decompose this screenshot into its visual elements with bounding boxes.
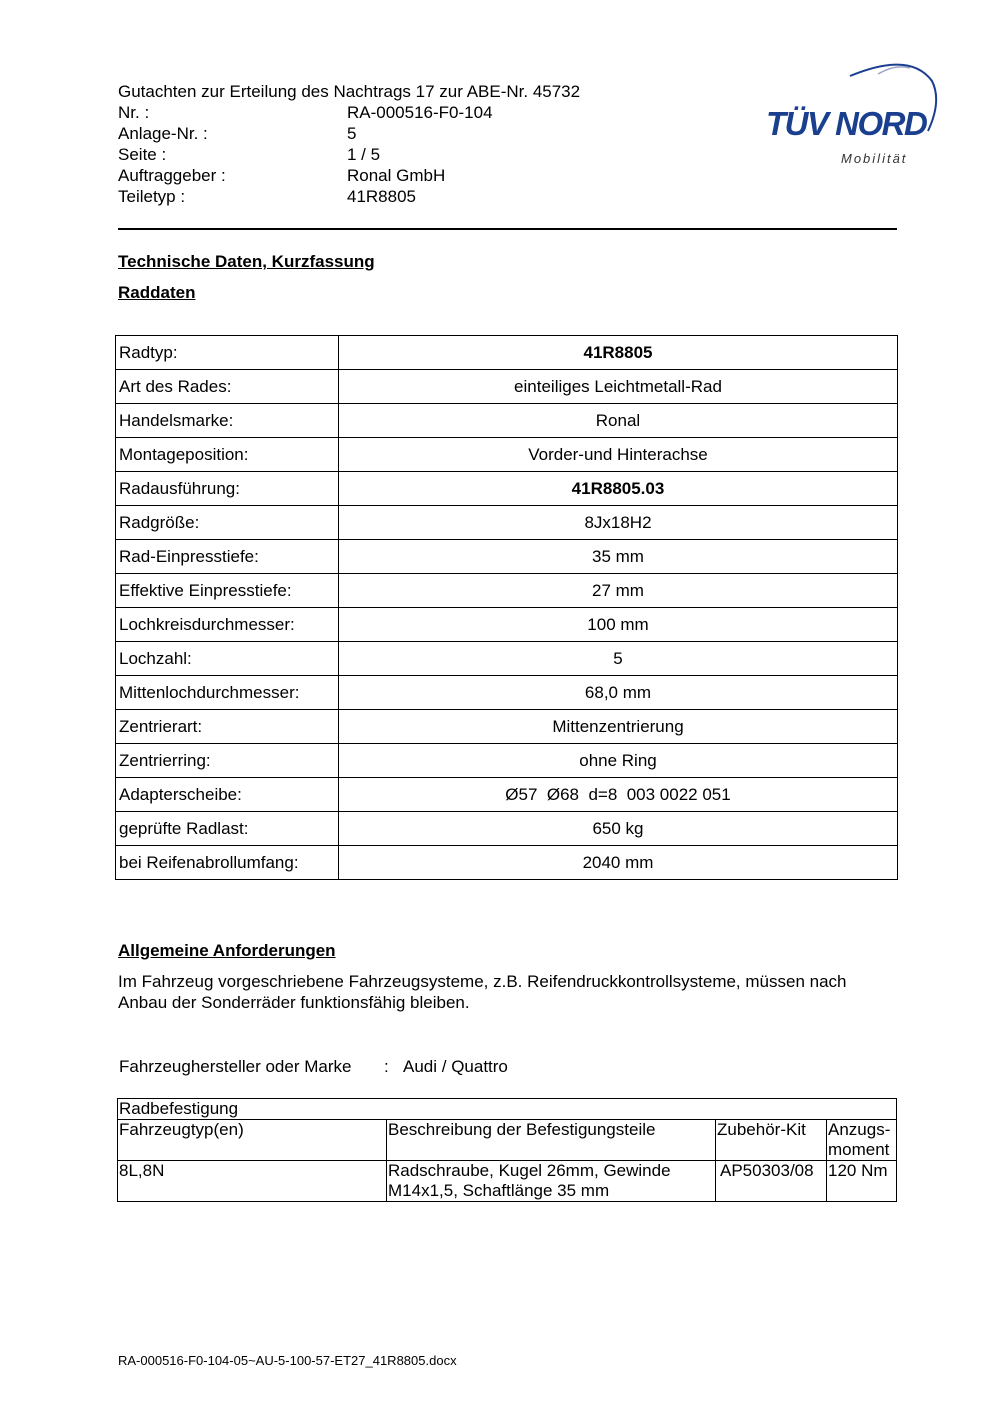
meta-row-seite <box>118 144 493 165</box>
meta-row-teiletyp <box>118 186 493 207</box>
row-label: Rad-Einpresstiefe: <box>116 540 339 574</box>
row-label: Adapterscheibe: <box>116 778 339 812</box>
row-value: ohne Ring <box>339 744 898 778</box>
vehicle-maker-line <box>119 1057 508 1077</box>
meta-value: 5 <box>347 124 357 143</box>
row-value: 8Jx18H2 <box>339 506 898 540</box>
row-label: Mittenlochdurchmesser: <box>116 676 339 710</box>
header-cell: Fahrzeugtyp(en) <box>118 1120 387 1161</box>
table-row <box>116 404 898 438</box>
maker-value: Audi / Quattro <box>403 1057 508 1076</box>
meta-label: Seite : <box>118 145 167 164</box>
row-value: 68,0 mm <box>339 676 898 710</box>
meta-label: Auftraggeber : <box>118 166 226 185</box>
table-row <box>116 642 898 676</box>
row-label: bei Reifenabrollumfang: <box>116 846 339 880</box>
table-row <box>116 778 898 812</box>
fixing-table-title: Radbefestigung <box>118 1099 897 1120</box>
row-label: Handelsmarke: <box>116 404 339 438</box>
table-row <box>116 370 898 404</box>
row-label: Radgröße: <box>116 506 339 540</box>
table-row <box>116 710 898 744</box>
header-cell: Zubehör-Kit <box>716 1120 827 1161</box>
table-row <box>116 506 898 540</box>
table-row <box>116 472 898 506</box>
row-label: Effektive Einpresstiefe: <box>116 574 339 608</box>
table-row <box>118 1161 897 1202</box>
row-value: 27 mm <box>339 574 898 608</box>
maker-separator: : <box>384 1057 389 1076</box>
meta-value: Ronal GmbH <box>347 166 446 185</box>
section-heading-wheel: Raddaten <box>118 283 196 302</box>
row-value: 100 mm <box>339 608 898 642</box>
row-value: 2040 mm <box>339 846 898 880</box>
meta-block <box>118 102 493 207</box>
section-heading-tech: Technische Daten, Kurzfassung <box>118 252 375 271</box>
row-value: Ø57 Ø68 d=8 003 0022 051 <box>339 778 898 812</box>
table-row <box>116 540 898 574</box>
row-value: 650 kg <box>339 812 898 846</box>
section-heading-general: Allgemeine Anforderungen <box>118 941 336 960</box>
row-label: Radausführung: <box>116 472 339 506</box>
meta-label: Teiletyp : <box>118 187 186 206</box>
meta-row-anlage <box>118 123 493 144</box>
row-label: Lochzahl: <box>116 642 339 676</box>
meta-label: Anlage-Nr. : <box>118 124 208 143</box>
meta-value: 1 / 5 <box>347 145 381 164</box>
maker-label: Fahrzeughersteller oder Marke <box>119 1057 352 1076</box>
row-label: Art des Rades: <box>116 370 339 404</box>
row-value: Vorder-und Hinterachse <box>339 438 898 472</box>
wheel-data-table <box>115 335 898 880</box>
tuv-nord-logo <box>760 56 945 176</box>
table-row <box>116 574 898 608</box>
table-row <box>116 846 898 880</box>
row-label: Zentrierart: <box>116 710 339 744</box>
row-value: 5 <box>339 642 898 676</box>
table-row <box>116 608 898 642</box>
row-value: Mittenzentrierung <box>339 710 898 744</box>
row-value: 41R8805 <box>339 336 898 370</box>
meta-value: RA-000516-F0-104 <box>347 103 493 122</box>
header-cell: Anzugs-moment <box>827 1120 897 1161</box>
header-divider <box>118 228 897 230</box>
table-cell: 120 Nm <box>827 1161 897 1202</box>
wheel-fixing-table <box>117 1098 897 1202</box>
meta-label: Nr. : <box>118 103 150 122</box>
row-value: 41R8805.03 <box>339 472 898 506</box>
row-label: geprüfte Radlast: <box>116 812 339 846</box>
row-value: Ronal <box>339 404 898 438</box>
table-row <box>116 812 898 846</box>
table-header-row <box>118 1120 897 1161</box>
footer-filename: RA-000516-F0-104-05~AU-5-100-57-ET27_41R8805.docx <box>118 1353 457 1368</box>
logo-wordmark: TÜV NORD <box>766 105 927 142</box>
general-requirements-text: Im Fahrzeug vorgeschriebene Fahrzeugsysteme, z.B. Reifendruckkontrollsysteme, müssen nach Anbau der Sonderräder funktionsfähig bleiben. <box>118 972 847 1012</box>
header-cell: Beschreibung der Befestigungsteile <box>387 1120 716 1161</box>
table-row <box>116 744 898 778</box>
row-value: einteiliges Leichtmetall-Rad <box>339 370 898 404</box>
row-label: Montageposition: <box>116 438 339 472</box>
table-cell: Radschraube, Kugel 26mm, Gewinde M14x1,5, Schaftlänge 35 mm <box>387 1161 716 1202</box>
report-title: Gutachten zur Erteilung des Nachtrags 17 zur ABE-Nr. 45732 <box>118 82 581 101</box>
row-label: Zentrierring: <box>116 744 339 778</box>
meta-value: 41R8805 <box>347 187 417 206</box>
meta-row-nr <box>118 102 493 123</box>
table-row <box>116 336 898 370</box>
table-cell: AP50303/08 <box>716 1161 827 1202</box>
row-label: Lochkreisdurchmesser: <box>116 608 339 642</box>
table-row <box>116 438 898 472</box>
table-title-row <box>118 1099 897 1120</box>
row-value: 35 mm <box>339 540 898 574</box>
table-row <box>116 676 898 710</box>
table-cell: 8L,8N <box>118 1161 387 1202</box>
meta-row-auftraggeber <box>118 165 493 186</box>
row-label: Radtyp: <box>116 336 339 370</box>
logo-tagline: Mobilität <box>841 151 908 166</box>
